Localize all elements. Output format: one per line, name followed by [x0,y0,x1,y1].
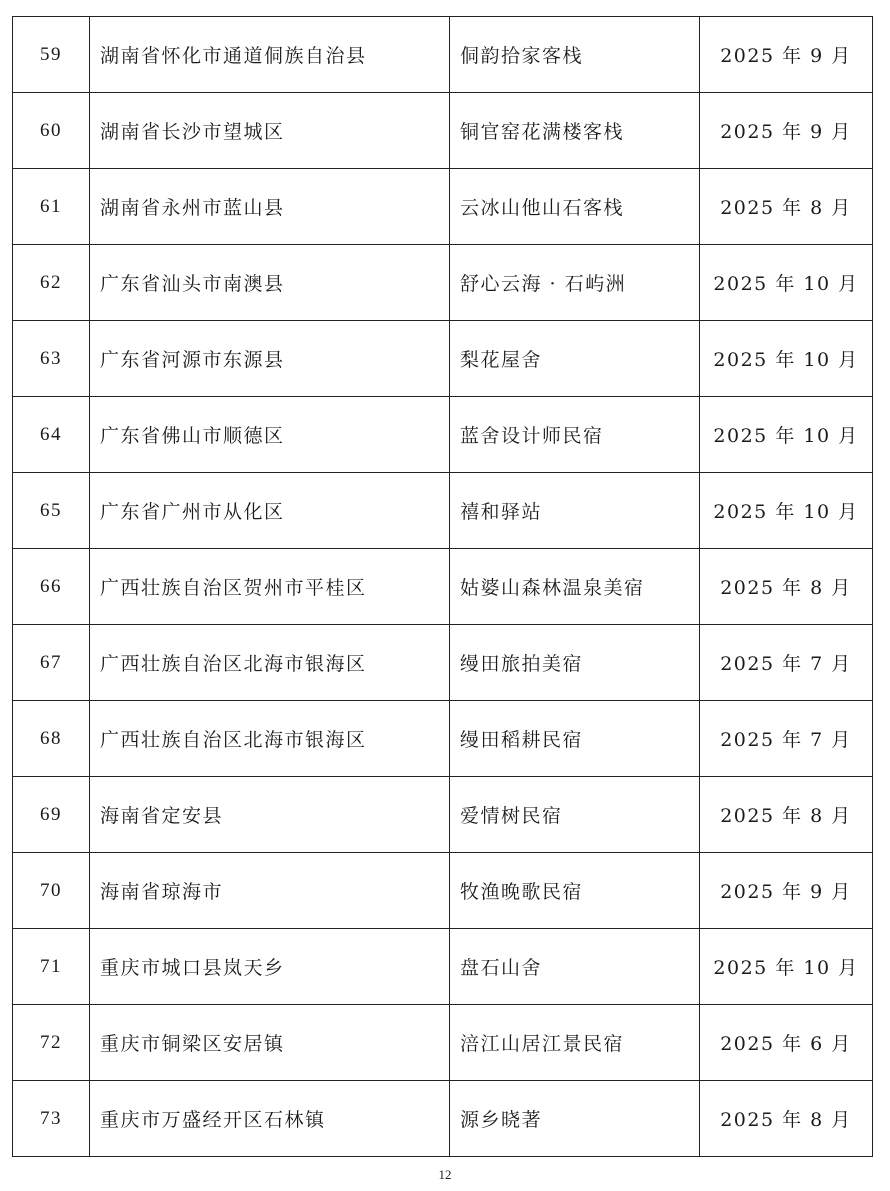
region-cell: 重庆市铜梁区安居镇 [90,1005,450,1081]
table-row [13,777,873,853]
row-number: 62 [13,245,90,321]
date-cell: 2025 年 6 月 [700,1005,873,1081]
table-row [13,1081,873,1157]
lodging-name-cell: 梨花屋舍 [450,321,700,397]
table-row [13,321,873,397]
region-cell: 重庆市城口县岚天乡 [90,929,450,1005]
region-cell: 广东省广州市从化区 [90,473,450,549]
date-cell: 2025 年 10 月 [700,473,873,549]
region-cell: 重庆市万盛经开区石林镇 [90,1081,450,1157]
lodging-name-cell: 禧和驿站 [450,473,700,549]
lodging-name-cell: 姑婆山森林温泉美宿 [450,549,700,625]
row-number: 71 [13,929,90,1005]
date-cell: 2025 年 8 月 [700,777,873,853]
lodging-name-cell: 蓝舍设计师民宿 [450,397,700,473]
row-number: 59 [13,17,90,93]
lodging-name-cell: 爱情树民宿 [450,777,700,853]
region-cell: 湖南省永州市蓝山县 [90,169,450,245]
table-row [13,549,873,625]
table-row [13,397,873,473]
lodging-name-cell: 舒心云海 · 石屿洲 [450,245,700,321]
table-row [13,17,873,93]
date-cell: 2025 年 10 月 [700,321,873,397]
region-cell: 广西壮族自治区北海市银海区 [90,625,450,701]
date-cell: 2025 年 7 月 [700,701,873,777]
row-number: 64 [13,397,90,473]
table-row [13,625,873,701]
date-cell: 2025 年 8 月 [700,169,873,245]
table-row [13,93,873,169]
table-row [13,169,873,245]
date-cell: 2025 年 9 月 [700,93,873,169]
lodging-name-cell: 盘石山舍 [450,929,700,1005]
region-cell: 广东省佛山市顺德区 [90,397,450,473]
lodging-name-cell: 铜官窑花满楼客栈 [450,93,700,169]
table-row [13,473,873,549]
date-cell: 2025 年 8 月 [700,1081,873,1157]
region-cell: 湖南省长沙市望城区 [90,93,450,169]
region-cell: 广西壮族自治区北海市银海区 [90,701,450,777]
region-cell: 海南省定安县 [90,777,450,853]
lodging-name-cell: 涪江山居江景民宿 [450,1005,700,1081]
table-row [13,245,873,321]
table-body [13,17,873,1157]
row-number: 67 [13,625,90,701]
date-cell: 2025 年 10 月 [700,929,873,1005]
date-cell: 2025 年 9 月 [700,853,873,929]
lodging-name-cell: 缦田稻耕民宿 [450,701,700,777]
region-cell: 海南省琼海市 [90,853,450,929]
lodging-name-cell: 侗韵拾家客栈 [450,17,700,93]
date-cell: 2025 年 9 月 [700,17,873,93]
row-number: 61 [13,169,90,245]
lodging-list-table [12,16,873,1157]
date-cell: 2025 年 10 月 [700,245,873,321]
lodging-name-cell: 牧渔晚歌民宿 [450,853,700,929]
row-number: 63 [13,321,90,397]
table-row [13,853,873,929]
date-cell: 2025 年 10 月 [700,397,873,473]
row-number: 69 [13,777,90,853]
lodging-name-cell: 缦田旅拍美宿 [450,625,700,701]
row-number: 66 [13,549,90,625]
region-cell: 广东省汕头市南澳县 [90,245,450,321]
region-cell: 广西壮族自治区贺州市平桂区 [90,549,450,625]
row-number: 60 [13,93,90,169]
date-cell: 2025 年 8 月 [700,549,873,625]
lodging-name-cell: 源乡晓著 [450,1081,700,1157]
table-row [13,701,873,777]
row-number: 65 [13,473,90,549]
lodging-name-cell: 云冰山他山石客栈 [450,169,700,245]
row-number: 73 [13,1081,90,1157]
table-row [13,1005,873,1081]
region-cell: 广东省河源市东源县 [90,321,450,397]
row-number: 68 [13,701,90,777]
page-number: 12 [438,1167,452,1182]
table-row [13,929,873,1005]
row-number: 70 [13,853,90,929]
row-number: 72 [13,1005,90,1081]
date-cell: 2025 年 7 月 [700,625,873,701]
region-cell: 湖南省怀化市通道侗族自治县 [90,17,450,93]
